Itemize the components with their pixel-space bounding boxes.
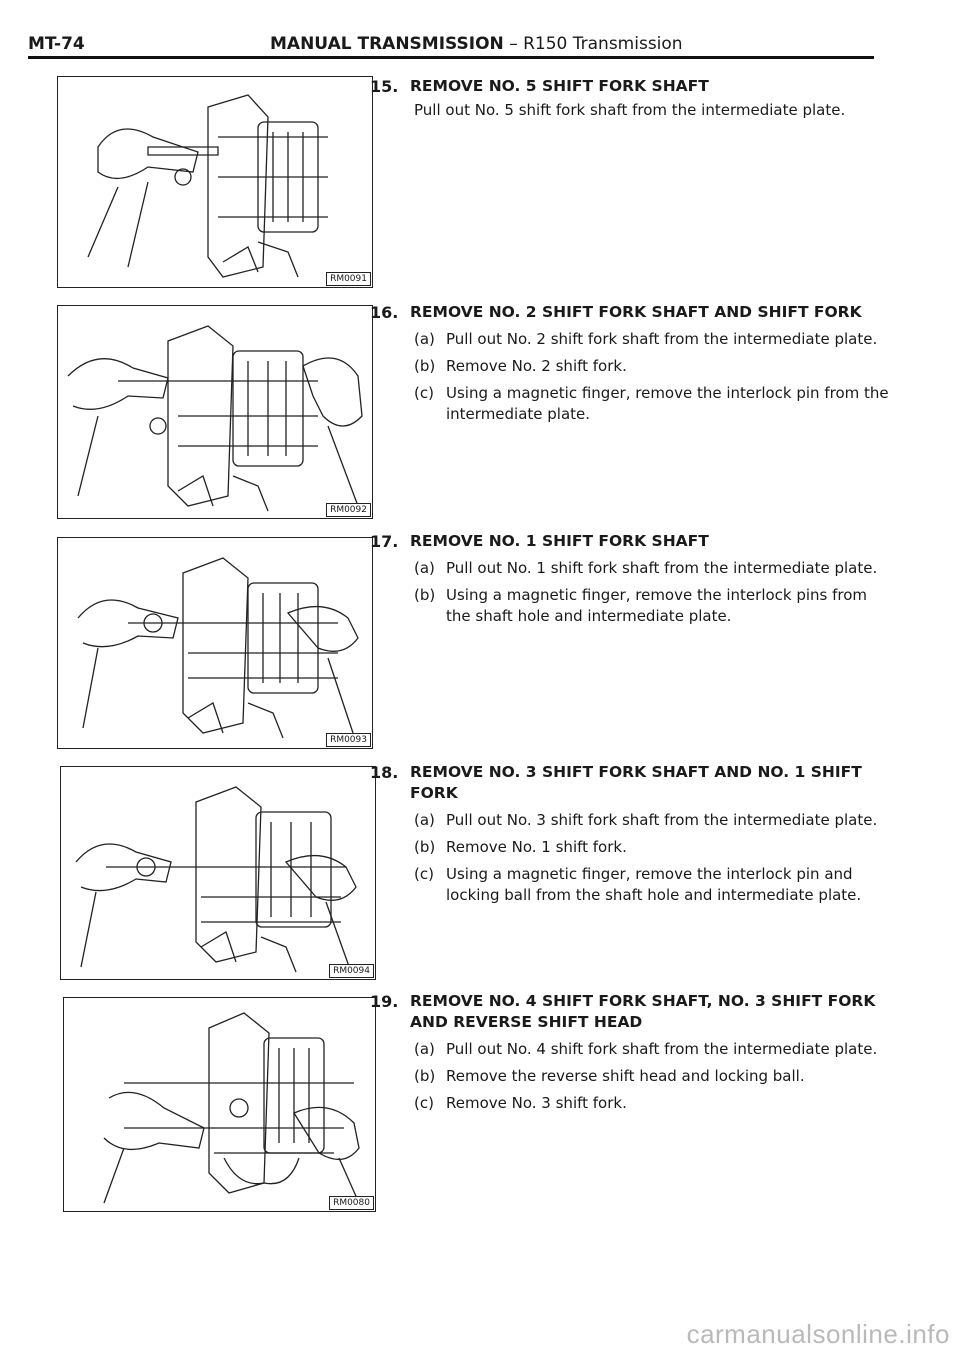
step-heading <box>370 762 890 804</box>
step-number: 15. <box>370 77 399 96</box>
figure-3-illustration <box>58 538 372 748</box>
sub-step-label: (b) <box>414 1067 436 1085</box>
sub-step <box>414 356 890 377</box>
sub-step <box>414 810 890 831</box>
sub-step-label: (a) <box>414 1040 435 1058</box>
step-title: REMOVE NO. 2 SHIFT FORK SHAFT AND SHIFT FORK <box>410 303 862 321</box>
figure-2 <box>57 305 373 519</box>
sub-step-text: Using a magnetic finger, remove the interlock pin and locking ball from the shaft hole and intermediate plate. <box>446 865 862 904</box>
figure-4 <box>60 766 376 980</box>
step-heading <box>370 991 890 1033</box>
step-title: REMOVE NO. 3 SHIFT FORK SHAFT AND NO. 1 SHIFT FORK <box>410 763 862 802</box>
step-number: 19. <box>370 992 399 1011</box>
sub-step-label: (b) <box>414 586 436 604</box>
sub-step-label: (b) <box>414 838 436 856</box>
sub-step <box>414 383 890 425</box>
step-15 <box>370 76 890 127</box>
sub-step-text: Pull out No. 1 shift fork shaft from the intermediate plate. <box>446 559 878 577</box>
sub-step <box>414 1039 890 1060</box>
header-rule <box>28 56 874 59</box>
sub-step-text: Using a magnetic finger, remove the interlock pins from the shaft hole and intermediate plate. <box>446 586 868 625</box>
sub-step <box>414 864 890 906</box>
sub-step <box>414 837 890 858</box>
figure-code: RM0091 <box>326 272 371 286</box>
sub-step <box>414 585 890 627</box>
sub-step-text: Pull out No. 2 shift fork shaft from the intermediate plate. <box>446 330 878 348</box>
step-text: Pull out No. 5 shift fork shaft from the intermediate plate. <box>414 101 846 119</box>
step-title: REMOVE NO. 5 SHIFT FORK SHAFT <box>410 77 709 95</box>
figure-4-illustration <box>61 767 375 979</box>
step-number: 18. <box>370 763 399 782</box>
watermark: carmanualsonline.info <box>686 1319 950 1349</box>
sub-step <box>414 1066 890 1087</box>
step-number: 16. <box>370 303 399 322</box>
header-dash: – <box>509 34 518 54</box>
sub-step-label: (a) <box>414 330 435 348</box>
step-heading <box>370 76 890 97</box>
sub-step-label: (a) <box>414 559 435 577</box>
sub-step-label: (a) <box>414 811 435 829</box>
figure-code: RM0092 <box>326 503 371 517</box>
step-title: REMOVE NO. 1 SHIFT FORK SHAFT <box>410 532 709 550</box>
sub-step-label: (c) <box>414 1094 434 1112</box>
section-title: MANUAL TRANSMISSION <box>270 34 504 54</box>
step-17 <box>370 531 890 633</box>
step-19 <box>370 991 890 1120</box>
sub-step-label: (c) <box>414 384 434 402</box>
page-number: MT-74 <box>28 34 85 54</box>
figure-code: RM0094 <box>329 964 374 978</box>
sub-step-label: (b) <box>414 357 436 375</box>
step-heading <box>370 302 890 323</box>
figure-3 <box>57 537 373 749</box>
sub-step-text: Remove No. 2 shift fork. <box>446 357 627 375</box>
step-title: REMOVE NO. 4 SHIFT FORK SHAFT, NO. 3 SHIFT FORK AND REVERSE SHIFT HEAD <box>410 992 876 1031</box>
step-18 <box>370 762 890 912</box>
page-header-title <box>270 34 683 54</box>
sub-step <box>414 1093 890 1114</box>
figure-2-illustration <box>58 306 372 518</box>
sub-step-label: (c) <box>414 865 434 883</box>
step-heading <box>370 531 890 552</box>
sub-step-text: Remove No. 1 shift fork. <box>446 838 627 856</box>
sub-step-text: Using a magnetic finger, remove the interlock pin from the intermediate plate. <box>446 384 889 423</box>
sub-step-text: Remove the reverse shift head and locking ball. <box>446 1067 805 1085</box>
figure-5-illustration <box>64 998 375 1211</box>
figure-5 <box>63 997 376 1212</box>
sub-step <box>414 558 890 579</box>
subsection-title: R150 Transmission <box>523 34 683 54</box>
sub-step-text: Remove No. 3 shift fork. <box>446 1094 627 1112</box>
sub-step <box>414 329 890 350</box>
figure-1 <box>57 76 373 288</box>
step-16 <box>370 302 890 431</box>
sub-step-text: Pull out No. 4 shift fork shaft from the intermediate plate. <box>446 1040 878 1058</box>
figure-code: RM0080 <box>329 1196 374 1210</box>
sub-step-text: Pull out No. 3 shift fork shaft from the intermediate plate. <box>446 811 878 829</box>
figure-1-illustration <box>58 77 372 287</box>
step-number: 17. <box>370 532 399 551</box>
figure-code: RM0093 <box>326 733 371 747</box>
